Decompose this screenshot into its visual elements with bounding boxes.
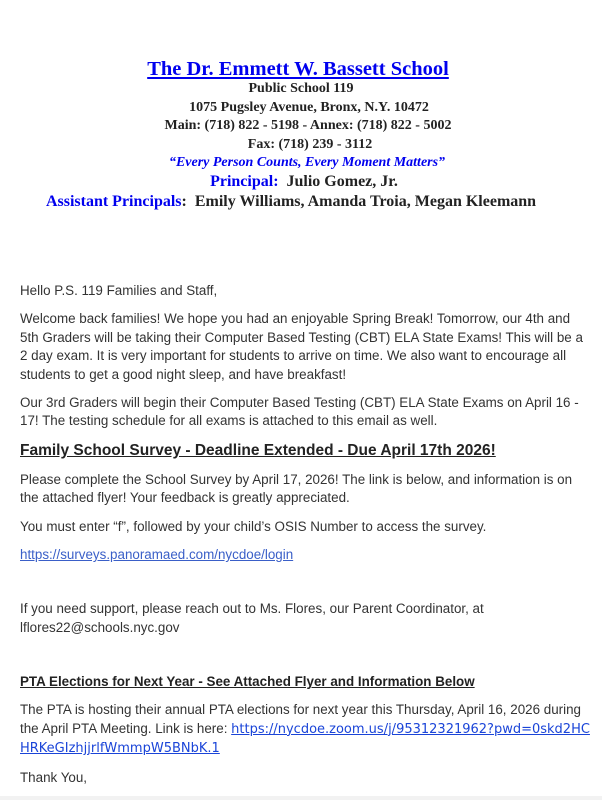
school-name-link[interactable]: The Dr. Emmett W. Bassett School bbox=[147, 58, 449, 80]
survey-instructions: You must enter “f”, followed by your child’s OSIS Number to access the survey. bbox=[20, 518, 487, 534]
survey-paragraph: Please complete the School Survey by April 17, 2026! The link is below, and information is on the attached flyer! Your feedback is greatly appreciated. bbox=[20, 471, 573, 506]
closing: Thank You, bbox=[20, 769, 88, 785]
survey-link[interactable]: https://surveys.panoramaed.com/nycdoe/login bbox=[20, 547, 294, 563]
welcome-paragraph: Welcome back families! We hope you had an enjoyable Spring Break! Tomorrow, our 4th and 5th Graders will be taking their Computer Based Testing (CBT) ELA State Exams! This will be a 2 day exam. It is very important for students to arrive on time. We also want to encourage all students to get a good night sleep, and have breakfast! bbox=[20, 311, 583, 382]
support-paragraph: If you need support, please reach out to Ms. Flores, our Parent Coordinator, at lflores22@schools.nyc.gov bbox=[20, 601, 484, 635]
school-motto: “Every Person Counts, Every Moment Matters” bbox=[168, 155, 446, 170]
principal-label: Principal: bbox=[210, 173, 279, 190]
assistant-principals-line bbox=[0, 192, 592, 212]
principal-name: Julio Gomez, Jr. bbox=[286, 173, 398, 190]
school-fax: Fax: (718) 239 - 3112 bbox=[247, 136, 373, 152]
pta-paragraph bbox=[20, 701, 590, 758]
email-body bbox=[20, 282, 590, 787]
third-grade-paragraph: Our 3rd Graders will begin their Computer Based Testing (CBT) ELA State Exams on April 16 - 17! The testing schedule for all exams is attached to this email as well. bbox=[20, 395, 579, 429]
public-school-number: Public School 119 bbox=[248, 81, 354, 96]
principal-line bbox=[3, 172, 602, 192]
bottom-divider bbox=[0, 796, 602, 800]
school-phones: Main: (718) 822 - 5198 - Annex: (718) 822 - 5002 bbox=[164, 118, 452, 133]
pta-paragraph-text: The PTA is hosting their annual PTA elections for next year this Thursday, April 16, 2026 during the April PTA Meeting. Link is here: bbox=[20, 702, 581, 736]
assistant-principals-names: Emily Williams, Amanda Troia, Megan Kleemann bbox=[194, 193, 537, 210]
greeting: Hello P.S. 119 Families and Staff, bbox=[20, 283, 218, 298]
zoom-meeting-link[interactable]: https://nycdoe.zoom.us/j/95312321962?pwd=0skd2HCHRKeGIzhjjrlfWmmpW5BNbK.1 bbox=[20, 721, 590, 757]
pta-heading: PTA Elections for Next Year - See Attached Flyer and Information Below bbox=[20, 674, 475, 690]
school-address: 1075 Pugsley Avenue, Bronx, N.Y. 10472 bbox=[189, 99, 429, 115]
survey-heading: Family School Survey - Deadline Extended - Due April 17th 2026! bbox=[20, 441, 496, 459]
assistant-principals-colon: : bbox=[181, 193, 187, 210]
assistant-principals-label: Assistant Principals bbox=[45, 193, 182, 210]
school-letterhead bbox=[0, 58, 602, 212]
